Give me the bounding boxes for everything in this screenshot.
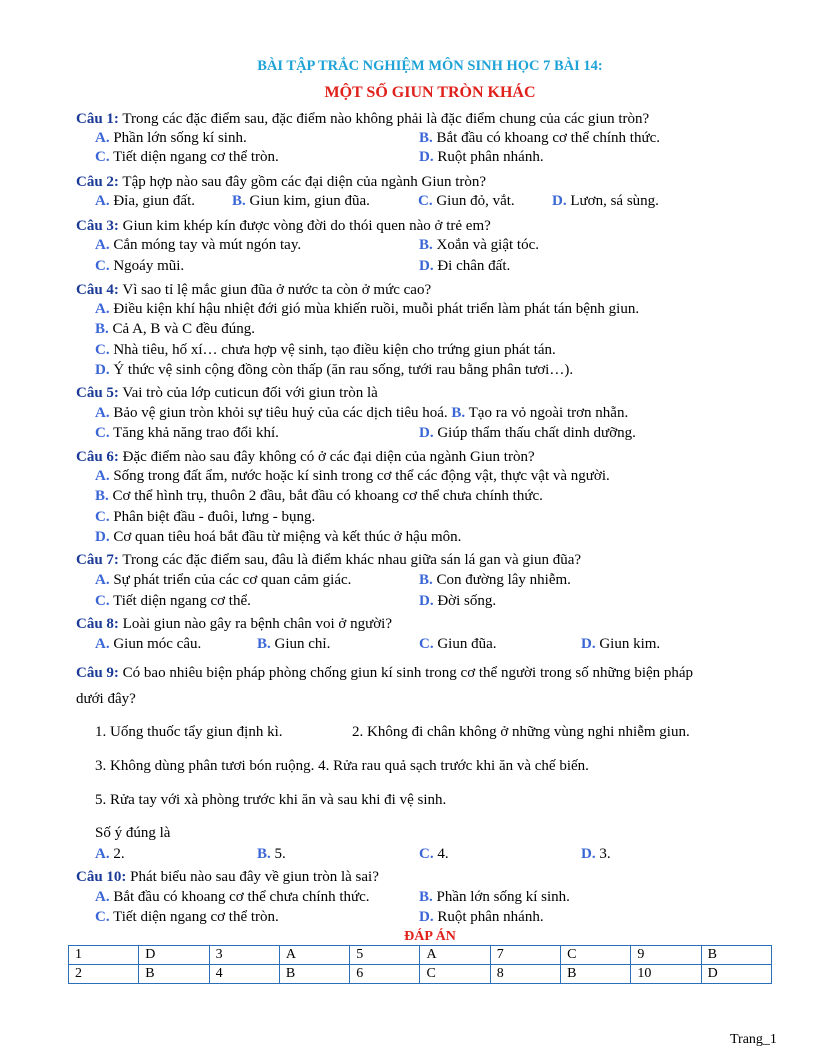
table-cell: A — [279, 946, 349, 965]
table-cell: D — [139, 946, 209, 965]
option-text: 5. — [274, 846, 286, 862]
option-c — [418, 192, 515, 210]
question-label: Câu 2: — [76, 174, 119, 190]
table-cell: 8 — [490, 965, 560, 984]
option-key: B. — [419, 130, 433, 146]
option-c — [95, 148, 279, 166]
option-b — [257, 845, 286, 863]
option-d — [581, 635, 660, 653]
option-text: Giun kim, giun đũa. — [249, 193, 370, 209]
option-key: D. — [419, 258, 434, 274]
question-label: Câu 6: — [76, 449, 119, 465]
option-key: D. — [95, 529, 110, 545]
option-b — [95, 487, 543, 505]
option-key: A. — [95, 468, 110, 484]
option-d — [581, 845, 611, 863]
option-text: Ruột phân nhánh. — [437, 149, 544, 165]
option-key: C. — [95, 593, 110, 609]
option-a — [95, 300, 639, 318]
option-key: B. — [419, 572, 433, 588]
question-text: Tập hợp nào sau đây gồm các đại diện của ngành Giun tròn? — [122, 174, 487, 190]
option-a — [95, 635, 201, 653]
option-a — [95, 467, 610, 485]
option-d — [552, 192, 659, 210]
option-text: Điều kiện khí hậu nhiệt đới gió mùa khiến ruồi, muỗi phát triển làm phát tán bệnh giun. — [113, 301, 640, 317]
option-text: Giúp thẩm thấu chất dinh dưỡng. — [437, 425, 636, 441]
option-text: Con đường lây nhiễm. — [436, 572, 571, 588]
question-text: Giun kim khép kín được vòng đời do thói quen nào ở trẻ em? — [122, 218, 491, 234]
option-key: A. — [95, 130, 110, 146]
option-text: Giun đũa. — [437, 636, 497, 652]
option-key: B. — [451, 405, 466, 421]
option-a — [95, 404, 628, 422]
measure-item-1: 1. Uống thuốc tẩy giun định kì. — [95, 724, 283, 740]
option-text: Đỉa, giun đất. — [113, 193, 195, 209]
option-key: B. — [95, 321, 109, 337]
option-key: D. — [581, 636, 596, 652]
question-label: Câu 1: — [76, 111, 119, 127]
question-8 — [76, 615, 392, 633]
option-key: A. — [95, 405, 110, 421]
option-text: Cơ thể hình trụ, thuôn 2 đầu, bắt đầu có khoang cơ thể chưa chính thức. — [112, 488, 543, 504]
option-text: Ruột phân nhánh. — [437, 909, 544, 925]
question-label: Câu 4: — [76, 282, 119, 298]
question-4 — [76, 281, 431, 299]
option-key: A. — [95, 572, 110, 588]
option-b — [257, 635, 330, 653]
page-number: Trang_1 — [730, 1032, 777, 1047]
option-c — [95, 341, 556, 359]
table-cell: 1 — [69, 946, 139, 965]
question-label: Câu 7: — [76, 552, 119, 568]
option-b — [419, 571, 571, 589]
option-b — [419, 888, 570, 906]
option-key: B. — [419, 237, 433, 253]
option-d — [419, 148, 544, 166]
option-c — [95, 424, 279, 442]
table-cell: 9 — [631, 946, 701, 965]
question-text: Phát biểu nào sau đây về giun tròn là sai? — [130, 869, 379, 885]
option-text: Tăng khả năng trao đổi khí. — [113, 425, 279, 441]
option-text: Giun chỉ. — [274, 636, 331, 652]
option-key: A. — [95, 889, 110, 905]
option-key: D. — [419, 149, 434, 165]
option-text: Đi chân đất. — [437, 258, 511, 274]
option-text: 4. — [437, 846, 449, 862]
option-d — [419, 424, 636, 442]
option-text: Tiết diện ngang cơ thể tròn. — [113, 149, 279, 165]
option-text: Giun móc câu. — [113, 636, 202, 652]
table-cell: 6 — [350, 965, 420, 984]
measure-item-2: 2. Không đi chân không ở những vùng nghi nhiễm giun. — [352, 724, 690, 740]
option-text: 3. — [599, 846, 611, 862]
question-text: Đặc điểm nào sau đây không có ở các đại diện của ngành Giun tròn? — [122, 449, 535, 465]
option-key: C. — [95, 342, 110, 358]
option-key: C. — [419, 636, 434, 652]
option-c — [95, 592, 251, 610]
option-text: Nhà tiêu, hố xí… chưa hợp vệ sinh, tạo điều kiện cho trứng giun phát tán. — [113, 342, 556, 358]
option-d — [95, 361, 573, 379]
question-3 — [76, 217, 491, 235]
option-text: Ngoáy mũi. — [113, 258, 185, 274]
question-5 — [76, 384, 378, 402]
option-key: D. — [419, 593, 434, 609]
option-text: Cắn móng tay và mút ngón tay. — [113, 237, 302, 253]
table-row — [69, 946, 772, 965]
option-text: Ý thức vệ sinh cộng đồng còn thấp (ăn rau sống, tưới rau bằng phân tươi…). — [113, 362, 574, 378]
question-prompt: Số ý đúng là — [95, 825, 171, 841]
option-b — [95, 320, 255, 338]
option-a — [95, 129, 247, 147]
document-title: BÀI TẬP TRẮC NGHIỆM MÔN SINH HỌC 7 BÀI 14: — [257, 58, 603, 74]
table-cell: 5 — [350, 946, 420, 965]
table-cell: C — [420, 965, 490, 984]
option-key: A. — [95, 846, 110, 862]
table-cell: B — [701, 946, 771, 965]
option-key: D. — [419, 425, 434, 441]
option-c — [95, 908, 279, 926]
option-a — [95, 192, 195, 210]
option-b — [232, 192, 370, 210]
option-key: C. — [95, 425, 110, 441]
option-c — [95, 508, 315, 526]
table-cell: C — [561, 946, 631, 965]
option-text: Tiết diện ngang cơ thể tròn. — [113, 909, 279, 925]
option-key: A. — [95, 237, 110, 253]
question-label: Câu 9: — [76, 665, 119, 681]
question-7 — [76, 551, 581, 569]
option-key: D. — [581, 846, 596, 862]
option-key: A. — [95, 301, 110, 317]
question-label: Câu 3: — [76, 218, 119, 234]
question-text: Vai trò của lớp cuticun đối với giun tròn là — [122, 385, 378, 401]
option-a — [95, 845, 125, 863]
measure-item-5: 5. Rửa tay với xà phòng trước khi ăn và sau khi đi vệ sinh. — [95, 792, 447, 808]
option-text: Bắt đầu có khoang cơ thể chính thức. — [436, 130, 661, 146]
option-text: Giun đỏ, vắt. — [436, 193, 515, 209]
option-text: Lươn, sá sùng. — [570, 193, 659, 209]
option-key: D. — [419, 909, 434, 925]
option-key: B. — [419, 889, 433, 905]
option-b — [419, 236, 539, 254]
document-subtitle: MỘT SỐ GIUN TRÒN KHÁC — [324, 84, 536, 101]
option-b — [419, 129, 660, 147]
table-cell: A — [420, 946, 490, 965]
option-d — [419, 908, 544, 926]
answer-key-table — [68, 945, 772, 984]
option-key: A. — [95, 636, 110, 652]
option-key: C. — [95, 909, 110, 925]
option-text: Đời sống. — [437, 593, 497, 609]
table-cell: 2 — [69, 965, 139, 984]
option-text: Tạo ra vỏ ngoài trơn nhẵn. — [468, 405, 629, 421]
question-6 — [76, 448, 535, 466]
table-cell: B — [279, 965, 349, 984]
table-cell: D — [701, 965, 771, 984]
option-key: B. — [257, 846, 271, 862]
option-key: C. — [418, 193, 433, 209]
table-cell: 3 — [209, 946, 279, 965]
option-key: B. — [232, 193, 246, 209]
option-a — [95, 888, 370, 906]
option-text: Phân biệt đầu - đuôi, lưng - bụng. — [113, 509, 316, 525]
option-key: C. — [95, 258, 110, 274]
question-text: Trong các đặc điểm sau, đặc điểm nào không phải là đặc điểm chung của các giun tròn? — [122, 111, 650, 127]
option-text: Giun kim. — [599, 636, 661, 652]
option-text: Xoắn và giật tóc. — [436, 237, 539, 253]
option-key: D. — [552, 193, 567, 209]
option-key: D. — [95, 362, 110, 378]
table-cell: 10 — [631, 965, 701, 984]
option-key: C. — [95, 509, 110, 525]
question-9 — [76, 664, 693, 682]
option-a — [95, 236, 301, 254]
table-cell: B — [139, 965, 209, 984]
option-key: C. — [419, 846, 434, 862]
option-text: 2. — [113, 846, 125, 862]
option-key: C. — [95, 149, 110, 165]
option-c — [419, 635, 497, 653]
option-d — [419, 592, 496, 610]
question-text: Trong các đặc điểm sau, đâu là điểm khác nhau giữa sán lá gan và giun đũa? — [122, 552, 582, 568]
option-text: Sự phát triển của các cơ quan cảm giác. — [113, 572, 352, 588]
question-10 — [76, 868, 379, 886]
option-c — [419, 845, 449, 863]
measure-item-3-4: 3. Không dùng phân tươi bón ruộng. 4. Rửa rau quả sạch trước khi ăn và chế biến. — [95, 758, 589, 774]
option-key: B. — [95, 488, 109, 504]
question-text: Có bao nhiêu biện pháp phòng chống giun kí sinh trong cơ thể người trong số những biện pháp — [122, 665, 694, 681]
option-key: B. — [257, 636, 271, 652]
option-d — [419, 257, 510, 275]
option-key: A. — [95, 193, 110, 209]
option-d — [95, 528, 461, 546]
option-text: Phần lớn sống kí sinh. — [113, 130, 247, 146]
question-label: Câu 5: — [76, 385, 119, 401]
answer-key-title: ĐÁP ÁN — [404, 929, 456, 944]
option-a — [95, 571, 351, 589]
question-label: Câu 10: — [76, 869, 127, 885]
question-9-cont: dưới đây? — [76, 691, 136, 707]
option-text: Bảo vệ giun tròn khỏi sự tiêu huỷ của các dịch tiêu hoá. — [113, 405, 448, 421]
option-text: Bắt đầu có khoang cơ thể chưa chính thức. — [113, 889, 370, 905]
option-text: Cơ quan tiêu hoá bắt đầu từ miệng và kết thúc ở hậu môn. — [113, 529, 462, 545]
question-2 — [76, 173, 486, 191]
option-c — [95, 257, 184, 275]
table-row — [69, 965, 772, 984]
option-text: Sống trong đất ẩm, nước hoặc kí sinh trong cơ thể các động vật, thực vật và người. — [113, 468, 610, 484]
question-text: Vì sao tỉ lệ mắc giun đũa ở nước ta còn ở mức cao? — [122, 282, 432, 298]
option-text: Cả A, B và C đều đúng. — [112, 321, 256, 337]
table-cell: 4 — [209, 965, 279, 984]
question-1 — [76, 110, 649, 128]
option-text: Phần lớn sống kí sinh. — [436, 889, 570, 905]
question-label: Câu 8: — [76, 616, 119, 632]
table-cell: B — [561, 965, 631, 984]
table-cell: 7 — [490, 946, 560, 965]
question-text: Loài giun nào gây ra bệnh chân voi ở người? — [122, 616, 393, 632]
option-text: Tiết diện ngang cơ thể. — [113, 593, 251, 609]
